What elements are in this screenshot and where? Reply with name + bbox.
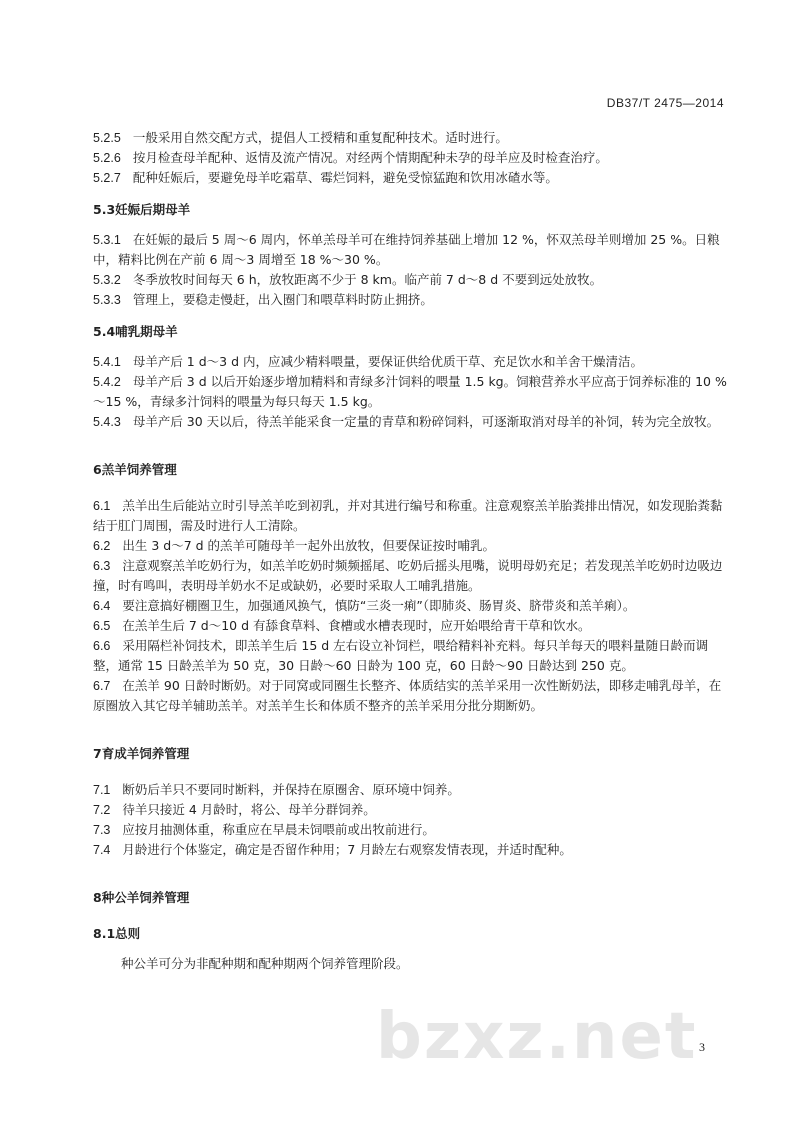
body-text: [93, 954, 733, 974]
clause-number: 6.1: [93, 499, 111, 513]
clause-number: 7.4: [93, 843, 111, 857]
clause-number: 7.1: [93, 783, 111, 797]
clause-paragraph: [93, 290, 733, 310]
clause-text: 断奶后羊只不要同时断料，并保持在原圈舍、原环境中饲养。: [122, 782, 460, 797]
clause-number: 5.2.6: [93, 151, 121, 165]
clause-text: 妊娠后期母羊: [115, 202, 191, 217]
subsection-heading: [93, 924, 733, 944]
clause-text: 注意观察羔羊吃奶行为，如羔羊吃奶时频频摇尾、吃奶后摇头甩嘴，说明母奶充足；若发现羔羊吃奶时边吸边撞，时有鸣叫，表明母羊奶水不足或缺奶，必要时采取人工哺乳措施。: [93, 558, 723, 593]
clause-text: 总则: [115, 926, 141, 941]
clause-number: 6.3: [93, 559, 111, 573]
clause-number: 5.4: [93, 324, 116, 339]
clause-text: 在妊娠的最后 5 周～6 周内，怀单羔母羊可在维持饲养基础上增加 12 %，怀双羔母羊则增加 25 %。日粮中，精料比例在产前 6 周～3 周增至 18 %～30 %。: [93, 232, 720, 267]
clause-paragraph: [93, 496, 733, 536]
clause-text: 种公羊饲养管理: [101, 890, 190, 905]
clause-number: 5.3.1: [93, 233, 121, 247]
clause-number: 5.2.7: [93, 171, 121, 185]
clause-number: 7.2: [93, 803, 111, 817]
clause-paragraph: [93, 616, 733, 636]
clause-paragraph: [93, 636, 733, 676]
document-body: [93, 128, 733, 974]
clause-paragraph: [93, 780, 733, 800]
clause-text: 出生 3 d～7 d 的羔羊可随母羊一起外出放牧，但要保证按时哺乳。: [122, 538, 496, 553]
clause-text: 母羊产后 1 d～3 d 内，应减少精料喂量，要保证供给优质干草、充足饮水和羊舍干燥清洁。: [132, 354, 643, 369]
clause-text: 种公羊可分为非配种期和配种期两个饲养管理阶段。: [121, 956, 409, 971]
clause-text: 待羊只接近 4 月龄时，将公、母羊分群饲养。: [122, 802, 376, 817]
section-heading: [93, 744, 733, 764]
clause-text: 在羔羊生后 7 d～10 d 有舔食草料、食槽或水槽表现时，应开始喂给青干草和饮水。: [122, 618, 591, 633]
clause-paragraph: [93, 128, 733, 148]
clause-number: 5.4.3: [93, 415, 121, 429]
clause-paragraph: [93, 596, 733, 616]
clause-text: 采用隔栏补饲技术，即羔羊生后 15 d 左右设立补饲栏，喂给精料补充料。每只羊每天的喂料量随日龄而调整，通常 15 日龄羔羊为 50 克，30 日龄～60 日龄为 100 克，60 日龄～90 日龄达到 250 克。: [93, 638, 709, 673]
watermark: bzxz.net: [376, 1000, 698, 1074]
clause-paragraph: [93, 800, 733, 820]
clause-text: 月龄进行个体鉴定，确定是否留作种用；7 月龄左右观察发情表现，并适时配种。: [122, 842, 572, 857]
clause-text: 配种妊娠后，要避免母羊吃霜草、霉烂饲料，避免受惊猛跑和饮用冰碴水等。: [132, 170, 558, 185]
clause-number: 7: [93, 746, 102, 761]
clause-text: 管理上，要稳走慢赶，出入圈门和喂草料时防止拥挤。: [132, 292, 433, 307]
clause-number: 6.7: [93, 679, 111, 693]
clause-paragraph: [93, 676, 733, 716]
clause-text: 哺乳期母羊: [115, 324, 178, 339]
clause-text: 母羊产后 30 天以后，待羔羊能采食一定量的青草和粉碎饲料，可逐渐取消对母羊的补饲，转为完全放牧。: [132, 414, 720, 429]
clause-text: 应按月抽测体重，称重应在早晨未饲喂前或出牧前进行。: [122, 822, 435, 837]
clause-paragraph: [93, 230, 733, 270]
clause-number: 5.3.3: [93, 293, 121, 307]
subsection-heading: [93, 200, 733, 220]
clause-text: 按月检查母羊配种、返情及流产情况。对经两个情期配种未孕的母羊应及时检查治疗。: [132, 150, 608, 165]
clause-paragraph: [93, 536, 733, 556]
clause-number: 6.2: [93, 539, 111, 553]
clause-number: 7.3: [93, 823, 111, 837]
clause-number: 6: [93, 462, 102, 477]
clause-paragraph: [93, 372, 733, 412]
clause-number: 5.4.1: [93, 355, 121, 369]
clause-number: 5.3.2: [93, 273, 121, 287]
clause-text: 一般采用自然交配方式，提倡人工授精和重复配种技术。适时进行。: [132, 130, 508, 145]
clause-number: 8: [93, 890, 102, 905]
clause-number: 6.6: [93, 639, 111, 653]
subsection-heading: [93, 322, 733, 342]
clause-number: 6.4: [93, 599, 111, 613]
clause-paragraph: [93, 352, 733, 372]
clause-paragraph: [93, 270, 733, 290]
clause-text: 要注意搞好棚圈卫生，加强通风换气，慎防“三炎一痢”（即肺炎、肠胃炎、脐带炎和羔羊痢）。: [122, 598, 636, 613]
clause-number: 5.4.2: [93, 375, 121, 389]
clause-paragraph: [93, 820, 733, 840]
clause-text: 冬季放牧时间每天 6 h，放牧距离不少于 8 km。临产前 7 d～8 d 不要到远处放牧。: [132, 272, 603, 287]
clause-number: 6.5: [93, 619, 111, 633]
clause-paragraph: [93, 148, 733, 168]
clause-number: 8.1: [93, 926, 116, 941]
clause-paragraph: [93, 840, 733, 860]
clause-number: 5.2.5: [93, 131, 121, 145]
clause-text: 母羊产后 3 d 以后开始逐步增加精料和青绿多汁饲料的喂量 1.5 kg。饲粮营养水平应高于饲养标准的 10 %～15 %，青绿多汁饲料的喂量为每只每天 1.5 kg。: [93, 374, 727, 409]
clause-text: 在羔羊 90 日龄时断奶。对于同窝或同圈生长整齐、体质结实的羔羊采用一次性断奶法，即移走哺乳母羊，在原圈放入其它母羊辅助羔羊。对羔羊生长和体质不整齐的羔羊采用分批分期断奶。: [93, 678, 722, 713]
section-heading: [93, 460, 733, 480]
clause-text: 羔羊出生后能站立时引导羔羊吃到初乳，并对其进行编号和称重。注意观察羔羊胎粪排出情况，如发现胎粪黏结于肛门周围，需及时进行人工清除。: [93, 498, 723, 533]
document-code: DB37/T 2475—2014: [606, 96, 724, 110]
clause-paragraph: [93, 168, 733, 188]
clause-text: 羔羊饲养管理: [101, 462, 177, 477]
clause-number: 5.3: [93, 202, 116, 217]
clause-paragraph: [93, 412, 733, 432]
page-number: 3: [699, 1040, 705, 1054]
section-heading: [93, 888, 733, 908]
clause-paragraph: [93, 556, 733, 596]
clause-text: 育成羊饲养管理: [101, 746, 190, 761]
